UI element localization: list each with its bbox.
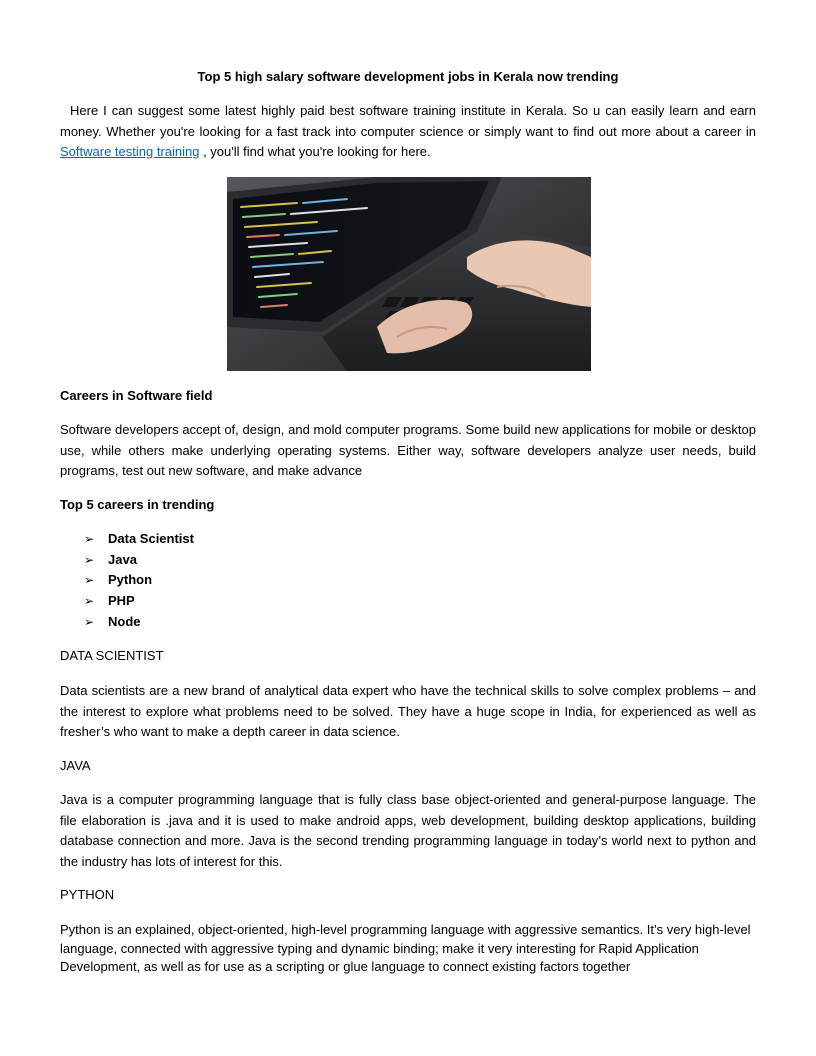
careers-heading: Careers in Software field [60,388,213,403]
list-item: ➢ Data Scientist [84,529,194,550]
intro-paragraph [60,101,756,163]
arrow-bullet-icon: ➢ [84,594,95,609]
java-paragraph: Java is a computer programming language that is fully class base object-oriented and general-purpose language. The file elaboration is .java and it is used to make android apps, web development, building desktop applications, building database connection and more. Java is the second trending programming language in today’s world next to python and the industry has lots of interest for this. [60,792,756,869]
careers-paragraph: Software developers accept of, design, and mold computer programs. Some build new applications for mobile or desktop use, while others make underlying operating systems. Either way, software developers analyze user needs, build programs, test out new software, and make advance [60,422,756,478]
data-scientist-paragraph: Data scientists are a new brand of analytical data expert who have the technical skills to solve complex problems – and the interest to explore what problems need to be solved. They have a huge scope in India, for experienced as well as fresher’s who want to make a depth career in data science. [60,683,756,739]
java-label: JAVA [60,758,91,773]
list-item: ➢ PHP [84,591,194,612]
arrow-bullet-icon: ➢ [84,614,95,629]
python-label: PYTHON [60,887,115,902]
intro-text: Here I can suggest some latest highly paid best software training institute in Kerala. So u can easily learn and earn money. Whether you're looking for a fast track into computer science or simply want to find out more about a career in [60,103,756,139]
top5-list [84,529,194,632]
arrow-bullet-icon: ➢ [84,573,95,588]
page-title: Top 5 high salary software development jobs in Kerala now trending [197,69,619,84]
python-paragraph: Python is an explained, object-oriented, high-level programming language with aggressive semantics. It’s very high-level language, connected with aggressive typing and dynamic binding; make it very interesting for Rapid Application Development, as well as for use as a scripting or glue language to connect existing factors together [60,922,751,974]
laptop-typing-image [227,177,591,371]
top5-heading: Top 5 careers in trending [60,497,215,512]
list-item: ➢ Node [84,612,194,633]
list-item: ➢ Java [84,550,194,571]
data-scientist-label: DATA SCIENTIST [60,648,164,663]
arrow-bullet-icon: ➢ [84,552,95,567]
software-testing-training-link[interactable]: Software testing training [60,144,200,159]
list-item: ➢ Python [84,570,194,591]
arrow-bullet-icon: ➢ [84,532,95,546]
intro-text-end: , you'll find what you're looking for here. [199,144,431,159]
laptop-illustration [227,177,591,371]
